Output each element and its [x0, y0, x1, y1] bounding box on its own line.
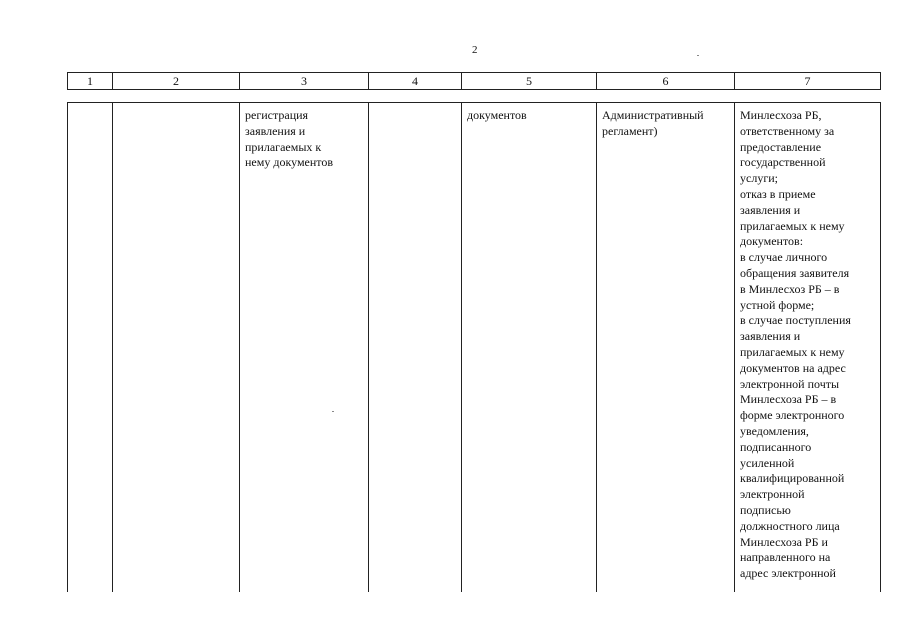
column-number-1: 1	[68, 73, 113, 90]
column-number-7: 7	[735, 73, 881, 90]
scan-speck	[332, 411, 334, 412]
column-number-2: 2	[113, 73, 240, 90]
page-number: 2	[472, 44, 478, 56]
header-row	[68, 73, 881, 90]
table-row	[68, 103, 881, 593]
scan-speck	[697, 55, 699, 56]
cell-col-2	[113, 103, 240, 593]
column-number-6: 6	[597, 73, 735, 90]
cell-col-5: документов	[462, 103, 597, 593]
column-number-5: 5	[462, 73, 597, 90]
content-table	[67, 102, 881, 592]
cell-col-1	[68, 103, 113, 593]
cell-col-6: Административный регламент)	[597, 103, 735, 593]
cell-col-3: регистрация заявления и прилагаемых к нему документов	[240, 103, 369, 593]
column-number-4: 4	[369, 73, 462, 90]
cell-col-4	[369, 103, 462, 593]
column-number-3: 3	[240, 73, 369, 90]
column-numbers-header	[67, 72, 881, 90]
cell-col-7: Минлесхоза РБ, ответственному за предоставление государственной услуги; отказ в приеме заявления и прилагаемых к нему документов: в случае личного обращения заявителя в Минлесхоз РБ – в устной форме; в случае поступления заявления и прилагаемых к нему документов на адрес электронной почты Минлесхоза РБ – в форме электронного уведомления, подписанного усиленной квалифицированной электронной подписью должностного лица Минлесхоза РБ и направленного на адрес электронной	[735, 103, 881, 593]
